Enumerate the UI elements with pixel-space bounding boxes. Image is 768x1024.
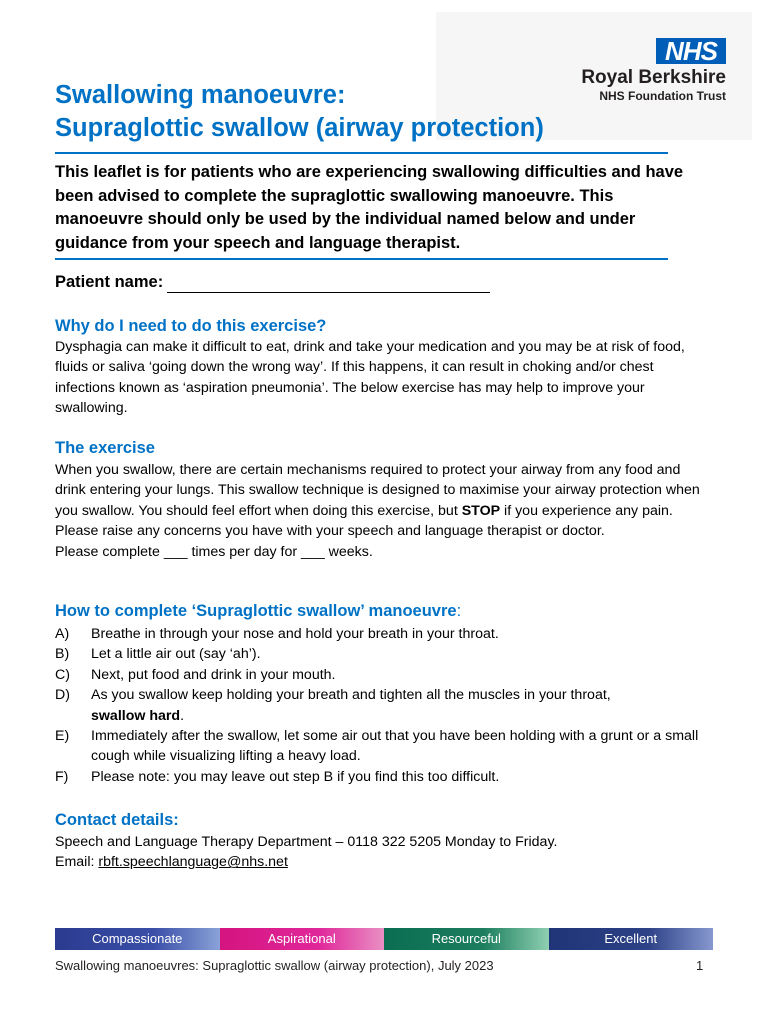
- list-item: [55, 624, 715, 644]
- value-compassionate: Compassionate: [55, 928, 220, 950]
- why-heading: Why do I need to do this exercise?: [55, 317, 327, 335]
- step-text: Please note: you may leave out step B if you find this too difficult.: [91, 768, 500, 785]
- step-letter: A): [55, 626, 70, 642]
- step-d-after: .: [180, 707, 185, 724]
- value-excellent: Excellent: [549, 928, 714, 950]
- step-letter: C): [55, 666, 70, 683]
- values-bar: [55, 928, 713, 950]
- step-letter: D): [55, 687, 70, 704]
- exercise-stop: STOP: [461, 502, 501, 519]
- list-item: [55, 665, 715, 685]
- exercise-body-pre: When you swallow, there are certain mechanisms required to protect your airway from any food and drink entering your lungs. This swallow technique is designed to maximise your airway protection when you swallow. You should feel effort when doing this exercise, but: [55, 462, 700, 519]
- value-resourceful: Resourceful: [384, 928, 549, 950]
- step-letter: F): [55, 768, 69, 785]
- footer-text: Swallowing manoeuvres: Supraglottic swallow (airway protection), July 2023: [55, 958, 494, 973]
- list-item: [55, 767, 715, 787]
- intro-paragraph: This leaflet is for patients who are experiencing swallowing difficulties and have been advised to complete the supraglottic swallowing manoeuvre. This manoeuvre should only be used by the individual named below and under guidance from your speech and language therapist.: [55, 163, 684, 252]
- divider-bottom: [55, 258, 668, 260]
- contact-body: [55, 832, 715, 873]
- list-item: [55, 644, 715, 664]
- divider-top: [55, 152, 668, 154]
- value-aspirational: Aspirational: [220, 928, 385, 950]
- step-d-bold: swallow hard: [91, 707, 181, 724]
- email-label: Email:: [55, 854, 95, 871]
- patient-name-field[interactable]: [167, 274, 490, 293]
- contact-phone: Speech and Language Therapy Department – 0118 322 5205 Monday to Friday.: [55, 834, 558, 850]
- how-heading: [55, 600, 461, 622]
- exercise-body-post: if you experience any pain. Please raise any concerns you have with your speech and language therapist or doctor.: [55, 502, 673, 540]
- how-heading-colon: :: [456, 602, 462, 620]
- step-text: Breathe in through your nose and hold your breath in your throat.: [91, 626, 499, 642]
- contact-email-row: [55, 852, 715, 872]
- exercise-frequency: Please complete ___ times per day for ___ weeks.: [55, 543, 373, 560]
- patient-name-row: [55, 271, 490, 293]
- step-d-text: As you swallow keep holding your breath and tighten all the muscles in your throat,: [91, 687, 611, 704]
- list-item: [55, 726, 715, 767]
- title-line-1: Swallowing manoeuvre:: [55, 81, 346, 109]
- step-text: Immediately after the swallow, let some air out that you have been holding with a grunt or a small cough while visualizing lifting a heavy load.: [91, 728, 699, 765]
- title-line-2: Supraglottic swallow (airway protection): [55, 114, 544, 142]
- steps-list: [55, 624, 715, 787]
- contact-heading: Contact details:: [55, 811, 179, 829]
- patient-name-label: Patient name:: [55, 273, 164, 291]
- trust-subtitle: NHS Foundation Trust: [599, 89, 726, 103]
- how-heading-text: How to complete ‘Supraglottic swallow’ manoeuvre: [55, 602, 457, 620]
- step-letter: B): [55, 646, 70, 663]
- list-item: [55, 685, 715, 726]
- step-text: [91, 685, 715, 726]
- page-title: [55, 79, 655, 145]
- step-text: Let a little air out (say ‘ah’).: [91, 646, 261, 663]
- why-body: Dysphagia can make it difficult to eat, drink and take your medication and you may be at risk of food, fluids or saliva ‘going down the wrong way’. If this happens, it can result in choking and/or chest infections known as ‘aspiration pneumonia’. The below exercise has may help to improve your swallowing.: [55, 339, 685, 417]
- nhs-logo: NHS: [656, 38, 726, 64]
- step-text: Next, put food and drink in your mouth.: [91, 666, 336, 683]
- page-number: 1: [696, 958, 704, 973]
- trust-name: Royal Berkshire: [581, 67, 726, 88]
- email-link[interactable]: rbft.speechlanguage@nhs.net: [98, 854, 288, 871]
- exercise-body: [55, 460, 715, 562]
- step-letter: E): [55, 728, 70, 745]
- exercise-heading: The exercise: [55, 439, 155, 457]
